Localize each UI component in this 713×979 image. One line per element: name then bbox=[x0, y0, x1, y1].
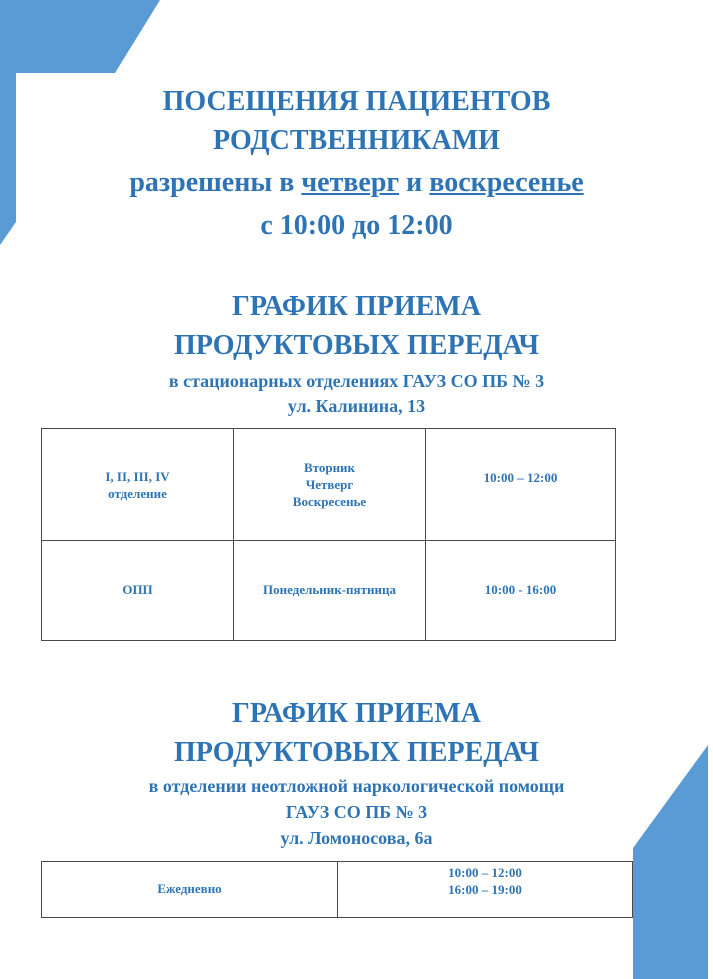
schedule2-address: ул. Ломоносова, 6а bbox=[280, 828, 433, 848]
schedule1-row1-time: 10:00 – 12:00 bbox=[426, 429, 616, 541]
schedule2-title-line1: ГРАФИК ПРИЕМА bbox=[232, 698, 481, 729]
schedule2-subtitle-line2: ГАУЗ СО ПБ № 3 bbox=[285, 802, 428, 822]
visiting-days-line bbox=[0, 164, 713, 201]
schedule1-subtitle: в стационарных отделениях ГАУЗ СО ПБ № 3 bbox=[168, 371, 545, 391]
schedule2-subtitle-line1: в отделении неотложной наркологической помощи bbox=[148, 776, 565, 796]
visiting-time: с 10:00 до 12:00 bbox=[260, 210, 453, 241]
visiting-day-thursday: четверг bbox=[301, 167, 400, 198]
table-row bbox=[42, 541, 616, 641]
visiting-title-line2: РОДСТВЕННИКАМИ bbox=[213, 125, 500, 156]
schedule1-row2-dept: ОПП bbox=[42, 541, 234, 641]
visiting-days-conj: и bbox=[406, 167, 423, 198]
table-row bbox=[42, 429, 616, 541]
schedule1-title-line1: ГРАФИК ПРИЕМА bbox=[232, 291, 481, 322]
schedule2-title-line2: ПРОДУКТОВЫХ ПЕРЕДАЧ bbox=[173, 737, 540, 768]
schedule1-address: ул. Калинина, 13 bbox=[287, 396, 426, 416]
visiting-days-prefix: разрешены в bbox=[129, 167, 295, 198]
schedule2-days: Ежедневно bbox=[42, 862, 338, 918]
schedule2-times: 10:00 – 12:00 16:00 – 19:00 bbox=[338, 862, 633, 918]
schedule1-table bbox=[41, 428, 616, 641]
table-row bbox=[42, 862, 633, 918]
schedule1-row2-time: 10:00 - 16:00 bbox=[426, 541, 616, 641]
schedule1-row2-days: Понедельник-пятница bbox=[234, 541, 426, 641]
schedule1-row1-dept: I, II, III, IV отделение bbox=[42, 429, 234, 541]
schedule2-table bbox=[41, 861, 633, 918]
visiting-day-sunday: воскресенье bbox=[429, 167, 584, 198]
visiting-title-line1: ПОСЕЩЕНИЯ ПАЦИЕНТОВ bbox=[162, 86, 551, 117]
schedule1-row1-days: Вторник Четверг Воскресенье bbox=[234, 429, 426, 541]
schedule1-title-line2: ПРОДУКТОВЫХ ПЕРЕДАЧ bbox=[173, 330, 540, 361]
